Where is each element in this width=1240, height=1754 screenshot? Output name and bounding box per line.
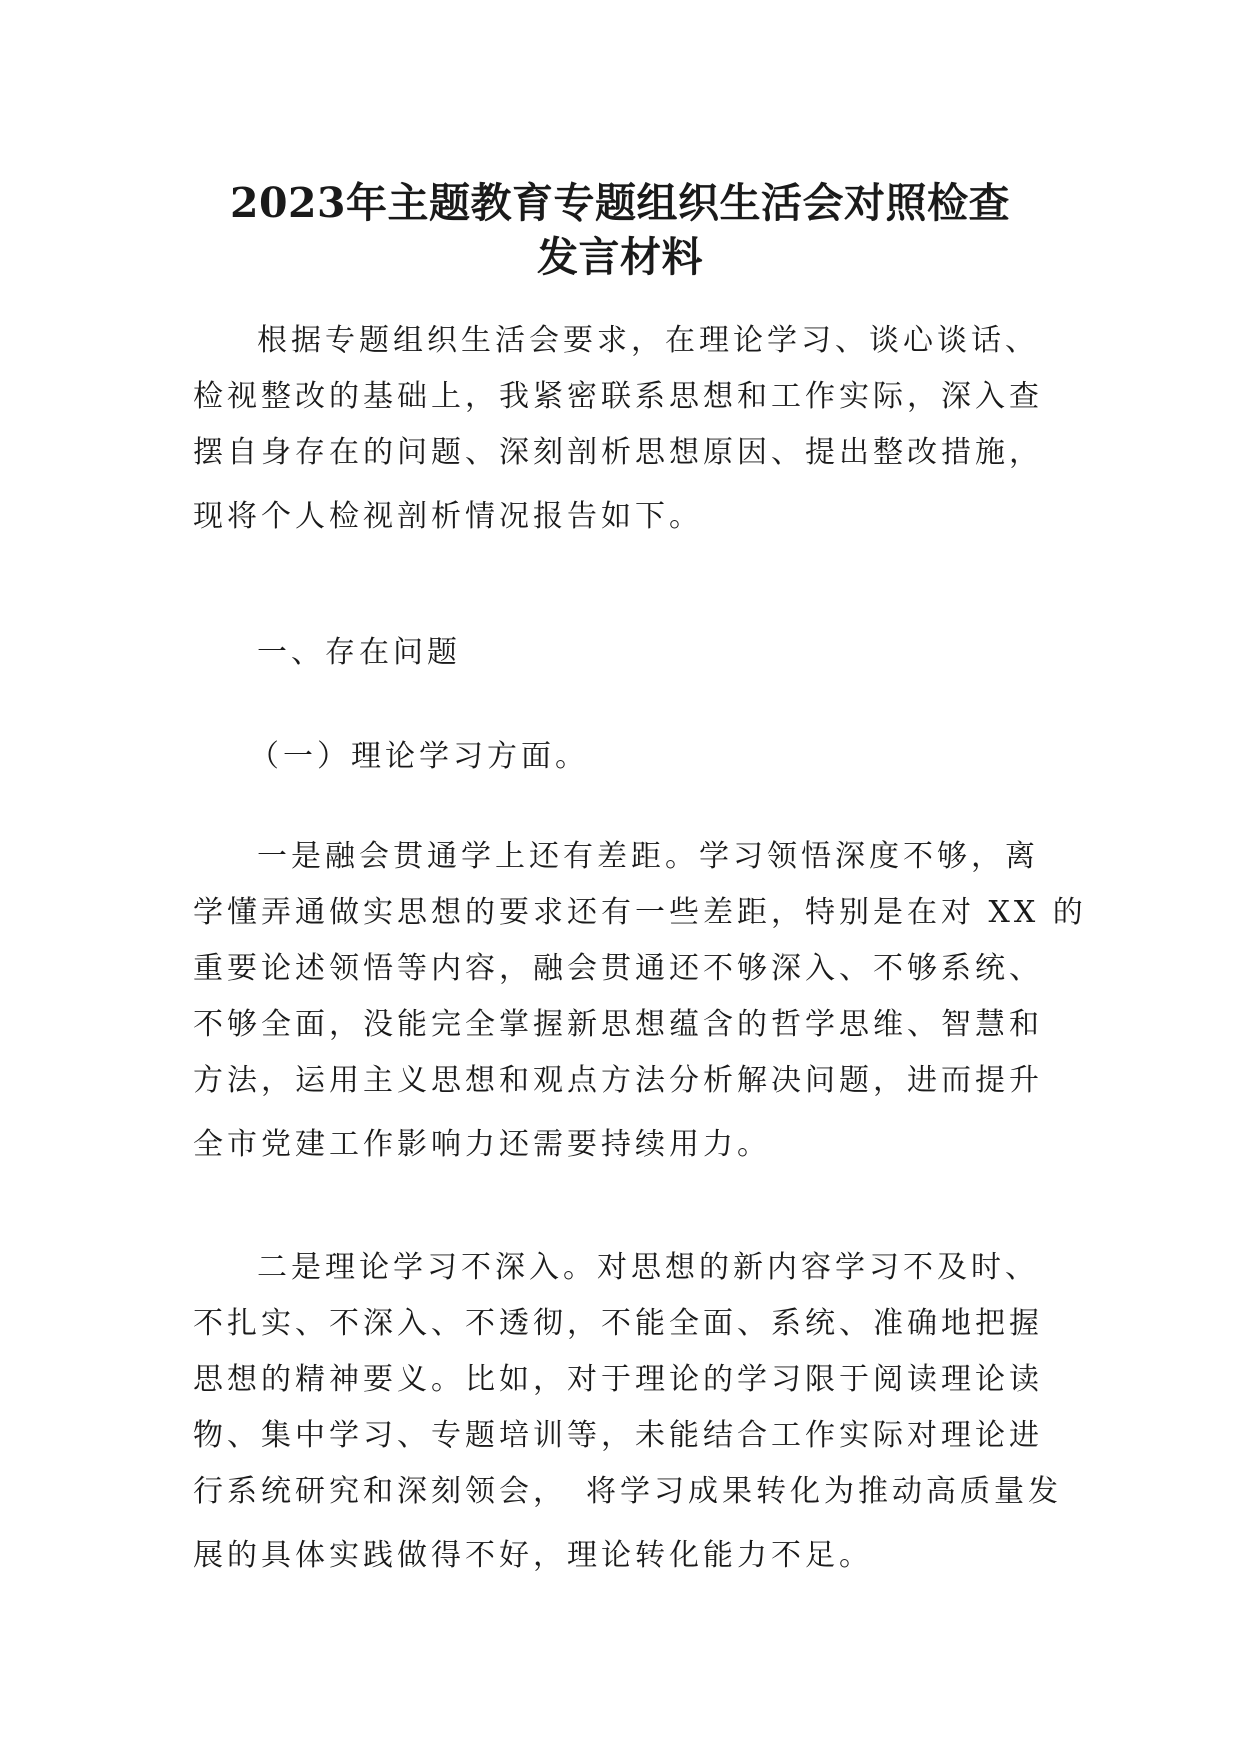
- paragraph-line: 不扎实、不深入、不透彻，不能全面、系统、准确地把握: [193, 1306, 1043, 1341]
- paragraph-line: 二是理论学习不深入。对思想的新内容学习不及时、: [257, 1250, 1039, 1285]
- paragraph-line: 根据专题组织生活会要求，在理论学习、谈心谈话、: [257, 323, 1039, 358]
- document-title: [180, 176, 1060, 284]
- subheading-line: （一）理论学习方面。: [249, 739, 589, 774]
- paragraph-line: 现将个人检视剖析情况报告如下。: [193, 499, 703, 534]
- paragraph-line: 思想的精神要义。比如，对于理论的学习限于阅读理论读: [193, 1362, 1043, 1397]
- point-two-paragraph: [193, 1240, 1062, 1584]
- paragraph-line: 学懂弄通做实思想的要求还有一些差距，特别是在对 XX 的: [193, 895, 1087, 930]
- heading-line: 一、存在问题: [257, 635, 461, 670]
- intro-paragraph: [193, 313, 1053, 545]
- point-one-paragraph: [193, 829, 1087, 1173]
- title-line: 发言材料: [537, 233, 703, 281]
- paragraph-line: 重要论述领悟等内容，融会贯通还不够深入、不够系统、: [193, 951, 1043, 986]
- title-line: 2023年主题教育专题组织生活会对照检查: [229, 179, 1011, 227]
- paragraph-line: 行系统研究和深刻领会， 将学习成果转化为推动高质量发: [193, 1474, 1062, 1509]
- paragraph-line: 不够全面，没能完全掌握新思想蕴含的哲学思维、智慧和: [193, 1007, 1043, 1042]
- paragraph-line: 方法，运用主义思想和观点方法分析解决问题，进而提升: [193, 1063, 1043, 1098]
- subsection-heading: [193, 729, 1053, 785]
- paragraph-line: 摆自身存在的问题、深刻剖析思想原因、提出整改措施，: [193, 435, 1043, 470]
- paragraph-line: 物、集中学习、专题培训等，未能结合工作实际对理论进: [193, 1418, 1043, 1453]
- paragraph-line: 一是融会贯通学上还有差距。学习领悟深度不够，离: [257, 839, 1039, 874]
- section-heading: [193, 625, 1053, 681]
- paragraph-line: 展的具体实践做得不好，理论转化能力不足。: [193, 1538, 873, 1573]
- paragraph-line: 全市党建工作影响力还需要持续用力。: [193, 1127, 771, 1162]
- paragraph-line: 检视整改的基础上，我紧密联系思想和工作实际，深入查: [193, 379, 1043, 414]
